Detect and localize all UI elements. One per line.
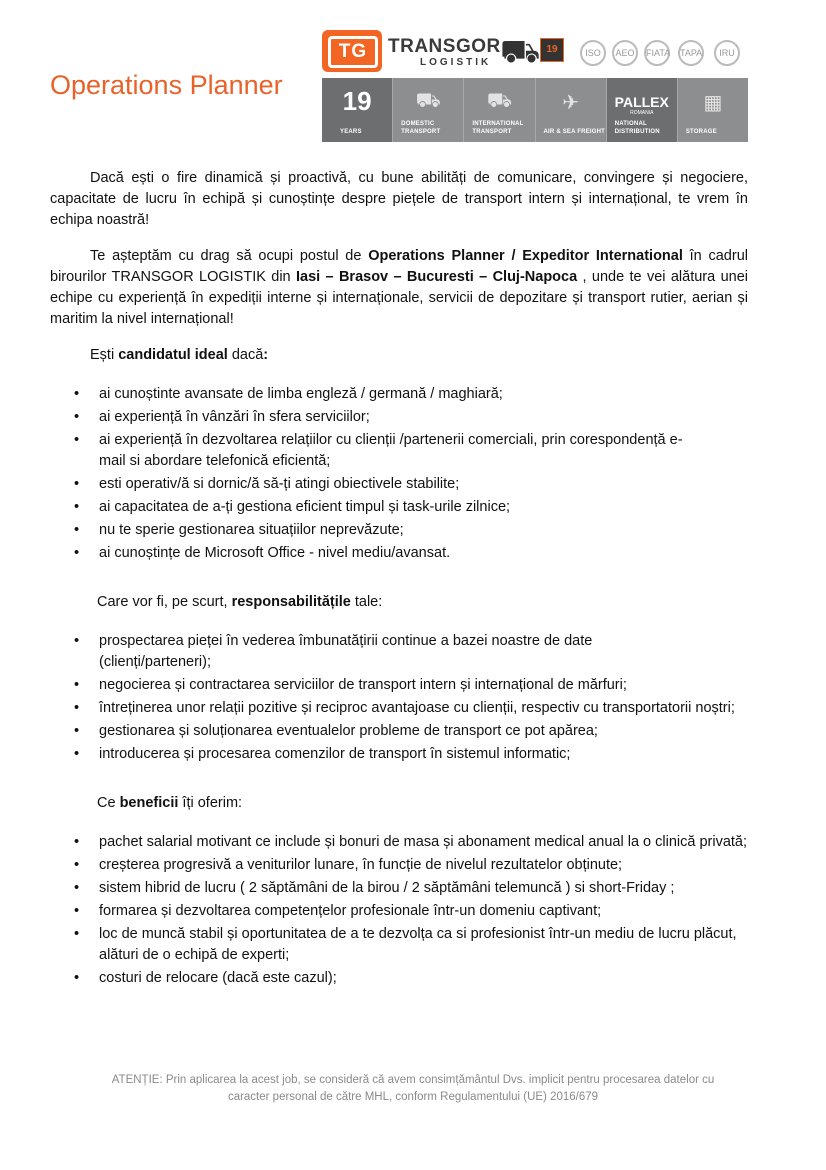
list-item: • ai capacitatea de a-ți gestiona eficient timpul și task-urile zilnice; [74,499,511,515]
list-item: • creșterea progresivă a veniturilor lunare, în funcție de nivelul rezultatelor obținute; [74,857,623,873]
services-strip [322,78,748,142]
list-item: • pachet salarial motivant ce include și bonuri de masa și abonament medical anual la o clinică privată; [74,834,748,850]
company-logo-banner [322,30,748,142]
responsibilities-list [50,631,748,765]
list-item: • ai experiență în vânzări în sfera serviciilor; [74,409,370,425]
list-item: • negocierea și contractarea serviciilor de transport intern și internațional de mărfuri; [74,677,627,693]
list-item: • formarea și dezvoltarea competențelor profesionale într-un domeniu captivant; [74,903,602,919]
page-title: Operations Planner [50,70,283,100]
list-item: • ai cunoștinte avansate de limba engleză / germană / maghiară; [74,386,503,402]
truck-icon: ⛟ [486,90,513,112]
list-item: • ai experiență în dezvoltarea relațiilor cu clienții /partenerii comerciali, prin corespondență e-mail si abordare telefonică eficientă; [74,432,683,469]
list-item: • prospectarea pieței în vederea îmbunatățirii continue a bazei noastre de date (clienți/parteneri); [74,633,593,670]
cert-fiata-icon: FIATA [644,40,670,66]
cert-iso-icon: ISO [580,40,606,66]
list-item: • esti operativ/ă si dornic/ă să-ți atingi obiectivele stabilite; [74,476,460,492]
tile-national-distribution: PALLEX ROMANIA NATIONAL DISTRIBUTION [607,78,678,142]
list-item: • loc de muncă stabil și oportunitatea de a te dezvolța ca si profesionist într-un mediu de lucru plăcut, alături de o echipă de experti; [74,926,737,963]
cert-tapa-icon: TAPA [678,40,704,66]
candidate-list [50,384,748,564]
brand-name: TRANSGOR [388,36,501,57]
responsibilities-heading: Care vor fi, pe scurt, responsabilitățile tale: [97,594,383,610]
tile-international-transport: ⛟ INTERNATIONAL TRANSPORT [464,78,535,142]
cert-aeo-icon: AEO [612,40,638,66]
brand-subtitle: LOGISTIK [420,57,492,68]
forklift-icon: ⛟ [500,33,541,69]
anniversary-badge: 19 [540,38,564,62]
candidate-heading: Ești candidatul ideal dacă: [90,347,269,363]
boxes-icon: ▦ [703,92,723,114]
list-item: • ai cunoștințe de Microsoft Office - nivel mediu/avansat. [74,545,451,561]
pallex-logo: PALLEX [614,94,669,110]
van-icon: ⛟ [415,90,441,112]
list-item: • nu te sperie gestionarea situațiilor neprevăzute; [74,522,404,538]
gdpr-footer: ATENȚIE: Prin aplicarea la acest job, se consideră că avem consimțământul Dvs. implicit pentru procesarea datelor cu caracter personal de către MHL, conform Regulamentului (UE) 2016/679 [111,1074,715,1103]
list-item: • sistem hibrid de lucru ( 2 săptămâni de la birou / 2 săptămâni telemuncă ) si short-Friday ; [74,880,675,896]
list-item: • costuri de relocare (dacă este cazul); [74,970,337,986]
cert-iru-icon: IRU [714,40,740,66]
benefits-list [50,832,748,989]
tile-storage: ▦ STORAGE [678,78,748,142]
intro-paragraph: Dacă ești o fire dinamică și proactivă, cu bune abilități de comunicare, convingere și negociere, capacitate de lucru în echipă și cunoștințe despre piețele de transport intern și internațional, te vrem în echipa noastră! [50,170,748,228]
tile-air-sea-freight: ✈ AIR & SEA FREIGHT [536,78,607,142]
list-item: • introducerea și procesarea comenzilor de transport în sistemul informatic; [74,746,571,762]
position-paragraph: Te așteptăm cu drag să ocupi postul de Operations Planner / Expeditor International în cadrul birourilor TRANSGOR LOGISTIK din Iasi – Brasov – Bucuresti – Cluj-Napoca , unde te vei alătura unei echipe cu experiență în expediții interne și internaționale, servicii de depozitare și transport rutier, aerian și maritim la nivel internațional! [50,248,748,327]
benefits-heading: Ce beneficii îți oferim: [97,795,243,811]
tg-logo-mark: TG [322,30,382,72]
tile-years: 19 YEARS [322,78,393,142]
plane-ship-icon: ✈ [562,92,579,114]
job-description [50,168,748,1005]
tile-domestic-transport: ⛟ DOMESTIC TRANSPORT [393,78,464,142]
list-item: • întreținerea unor relații pozitive și reciproc avantajoase cu clienții, respectiv cu transportatorii noștri; [74,700,735,716]
list-item: • gestionarea și soluționarea eventualelor probleme de transport ce pot apărea; [74,723,598,739]
